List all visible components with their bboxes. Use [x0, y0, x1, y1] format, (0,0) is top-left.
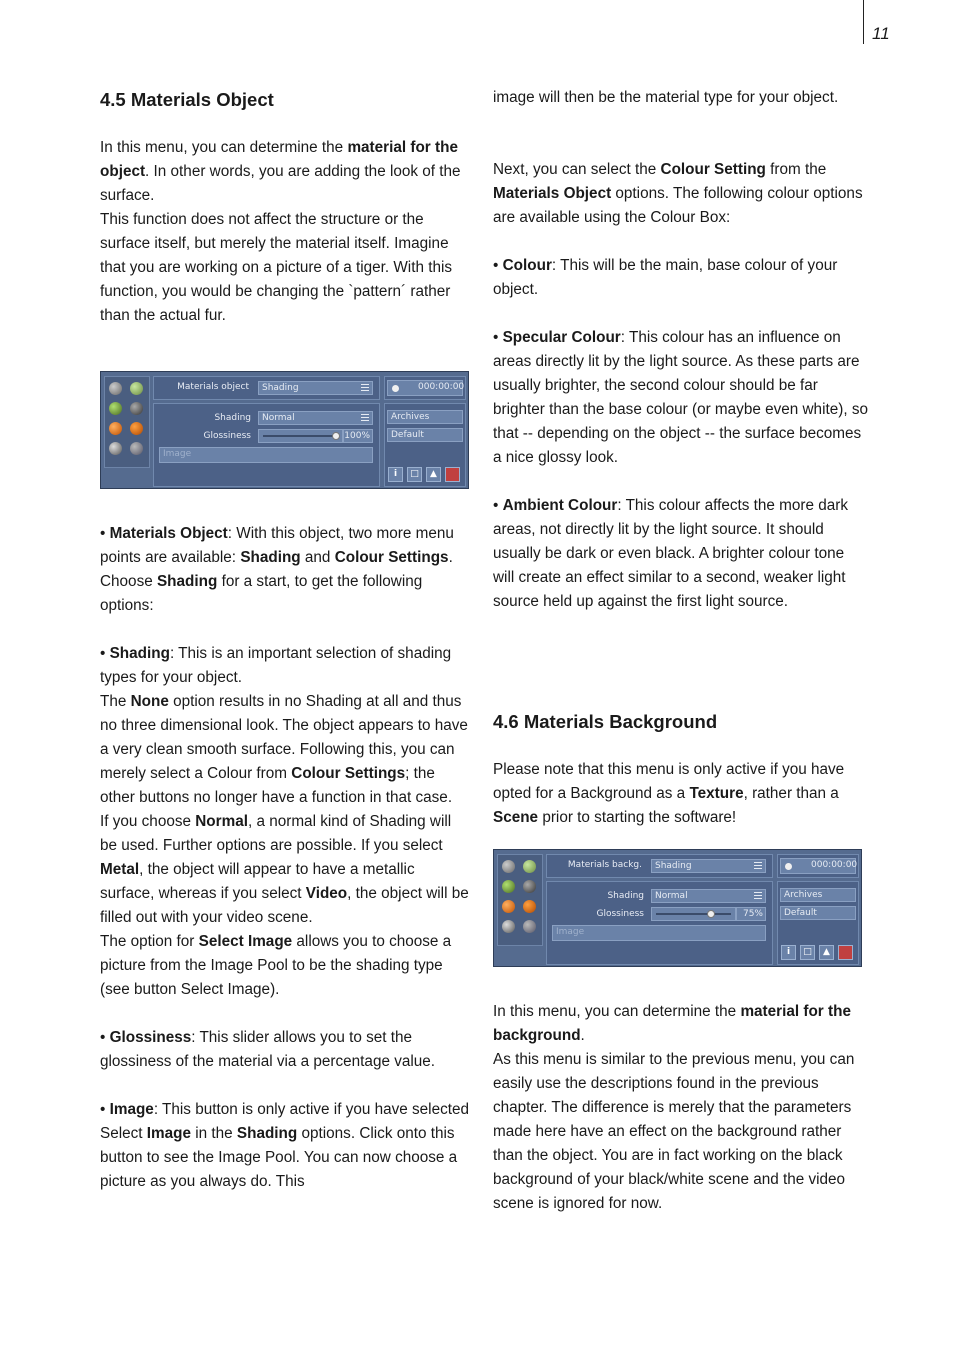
image-button[interactable]: Image: [552, 925, 766, 941]
archives-button[interactable]: Archives: [387, 410, 463, 424]
shading-label: Shading: [607, 891, 644, 901]
glossiness-label: Glossiness: [203, 431, 251, 441]
left-column: [100, 88, 472, 328]
title-label: Materials object: [177, 382, 249, 392]
paragraph: • Ambient Colour: This colour affects the more dark areas, not directly lit by the light source. It should usually be dark or even black. A brighter colour tone will create an effect similar to a second, weaker light source held up against the first light source.: [493, 497, 849, 610]
menu-icon: [361, 384, 369, 391]
title-label: Materials backg.: [567, 860, 642, 870]
info-icon[interactable]: i: [781, 945, 796, 960]
default-button[interactable]: Default: [780, 906, 856, 920]
image-button[interactable]: Image: [159, 447, 373, 463]
right-column: [493, 86, 868, 614]
page-rule: [863, 0, 864, 44]
texture-icon[interactable]: [502, 920, 515, 933]
timecode-value: 000:00:00: [811, 860, 858, 870]
paragraph: image will then be the material type for your object.: [493, 89, 839, 106]
glossiness-value: 100%: [343, 429, 373, 443]
screen-icon[interactable]: □: [407, 467, 422, 482]
pencil-icon[interactable]: [130, 382, 143, 395]
shading-select[interactable]: Normal: [651, 889, 766, 903]
right-column-section2: [493, 710, 868, 830]
right-column-section2-lower: [493, 1000, 868, 1216]
paragraph: If you choose Normal, a normal kind of Shading will be used. Further options are possible. If you select Metal, the object will appear to have a metallic surface, whereas if you select Video, the object will be filled out with your video scene.: [100, 813, 469, 926]
sphere-orange-icon[interactable]: [109, 422, 122, 435]
paragraph: • Shading: This is an important selection of shading types for your object.: [100, 645, 452, 686]
shading-label: Shading: [214, 413, 251, 423]
sphere-dark-icon[interactable]: [130, 402, 143, 415]
paragraph: The option for Select Image allows you to choose a picture from the Image Pool to be the shading type (see button Select Image).: [100, 933, 452, 998]
paragraph: • Image: This button is only active if you have selected Select Image in the Shading options. Click onto this button to see the Image Pool. You can now choose a picture as you always do. This: [100, 1101, 470, 1190]
sphere-grey-icon[interactable]: [502, 860, 515, 873]
title-select[interactable]: Shading: [651, 859, 766, 873]
glossiness-value: 75%: [736, 907, 766, 921]
options-section: [153, 403, 380, 487]
materials-object-dialog: [100, 371, 469, 489]
paragraph: In this menu, you can determine the material for the object. In other words, you are adding the look of the surface.: [100, 139, 461, 204]
timecode-section: [384, 376, 466, 400]
materials-background-dialog: [493, 849, 862, 967]
paragraph: This function does not affect the structure or the surface itself, but merely the material itself. Imagine that you are working on a picture of a tiger. With this function, you would be changing the `pattern´ rather than the actual fur.: [100, 211, 453, 324]
options-section: [546, 881, 773, 965]
paragraph: • Glossiness: This slider allows you to set the glossiness of the material via a percentage value.: [100, 1029, 436, 1070]
page-number: 11: [872, 24, 890, 43]
mode-buttons: [497, 854, 543, 946]
paragraph: As this menu is similar to the previous menu, you can easily use the descriptions found in the previous chapter. The difference is merely that the parameters made here have an effect on the background rather than the object. You are in fact working on the black background of your black/white scene and the video scene is ignored for now.: [493, 1051, 855, 1212]
glossiness-slider[interactable]: [651, 907, 736, 921]
archives-button[interactable]: Archives: [780, 888, 856, 902]
brush-icon[interactable]: [130, 442, 143, 455]
menu-icon: [754, 862, 762, 869]
left-column-lower: [100, 522, 472, 1194]
mode-buttons: [104, 376, 150, 468]
slider-knob: [785, 863, 792, 870]
section-heading: 4.5 Materials Object: [100, 89, 274, 110]
ring-icon[interactable]: [109, 402, 122, 415]
paragraph: In this menu, you can determine the material for the background.: [493, 1003, 851, 1044]
pencil-icon[interactable]: [523, 860, 536, 873]
title-section: [153, 376, 380, 400]
timecode-value: 000:00:00: [418, 382, 465, 392]
timecode-section: [777, 854, 859, 878]
glossiness-slider[interactable]: [258, 429, 343, 443]
section-heading: 4.6 Materials Background: [493, 711, 718, 732]
triangle-icon[interactable]: ▲: [819, 945, 834, 960]
paragraph: • Colour: This will be the main, base colour of your object.: [493, 257, 838, 298]
orange-ring-icon[interactable]: [523, 900, 536, 913]
menu-icon: [754, 892, 762, 899]
slider-knob: [392, 385, 399, 392]
title-select[interactable]: Shading: [258, 381, 373, 395]
info-icon[interactable]: i: [388, 467, 403, 482]
default-button[interactable]: Default: [387, 428, 463, 442]
paragraph: The None option results in no Shading at all and thus no three dimensional look. The object appears to have a very clean smooth surface. Following this, you can merely select a Colour from Colour Settings; the other buttons no longer have a function in that case.: [100, 693, 468, 806]
texture-icon[interactable]: [109, 442, 122, 455]
title-section: [546, 854, 773, 878]
paragraph: Next, you can select the Colour Setting from the Materials Object options. The following colour options are available using the Colour Box:: [493, 161, 863, 226]
sphere-grey-icon[interactable]: [109, 382, 122, 395]
ring-icon[interactable]: [502, 880, 515, 893]
timecode-slider[interactable]: [780, 858, 856, 874]
side-section: [384, 403, 466, 487]
timecode-slider[interactable]: [387, 380, 463, 396]
slider-knob: [707, 910, 715, 918]
brush-icon[interactable]: [523, 920, 536, 933]
side-section: [777, 881, 859, 965]
sphere-dark-icon[interactable]: [523, 880, 536, 893]
paragraph: • Materials Object: With this object, two more menu points are available: Shading and Colour Settings. Choose Shading for a start, to get the following options:: [100, 525, 454, 614]
screen-icon[interactable]: □: [800, 945, 815, 960]
slider-knob: [332, 432, 340, 440]
orange-ring-icon[interactable]: [130, 422, 143, 435]
flag-icon[interactable]: [445, 467, 460, 482]
sphere-orange-icon[interactable]: [502, 900, 515, 913]
triangle-icon[interactable]: ▲: [426, 467, 441, 482]
flag-icon[interactable]: [838, 945, 853, 960]
shading-select[interactable]: Normal: [258, 411, 373, 425]
paragraph: • Specular Colour: This colour has an influence on areas directly lit by the light source. As these parts are usually brighter, the second colour should be far brighter than the base colour (or maybe even white), so that -- depending on the object -- the surface becomes a nice glossy look.: [493, 329, 868, 466]
glossiness-label: Glossiness: [596, 909, 644, 919]
menu-icon: [361, 414, 369, 421]
paragraph: Please note that this menu is only active if you have opted for a Background as a Texture, rather than a Scene prior to starting the software!: [493, 761, 845, 826]
